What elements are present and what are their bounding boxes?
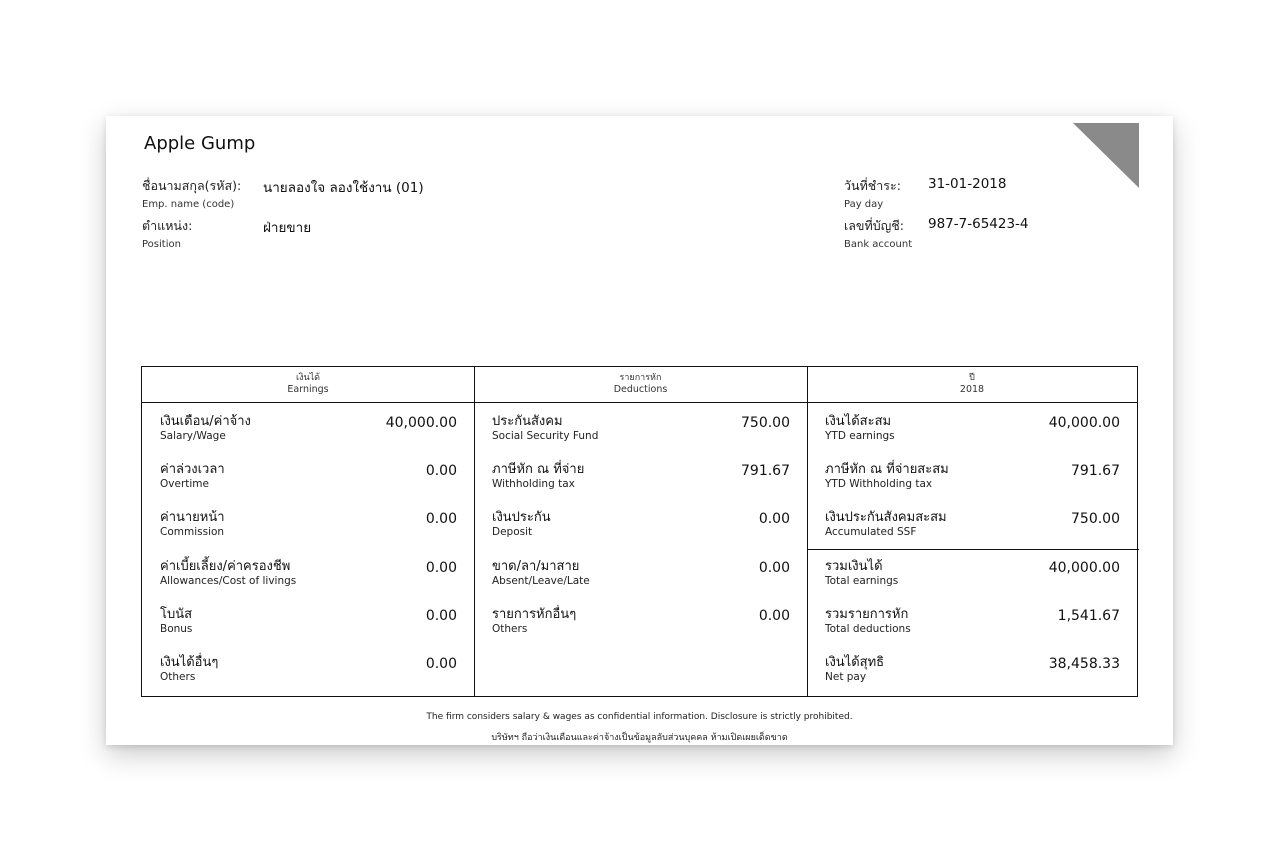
row-amount: 0.00 [425,656,457,672]
bank-account-sublabel: Bank account [844,239,913,250]
earnings-row [142,548,474,596]
row-label-th: เงินประกันสังคมสะสม [825,510,947,525]
row-amount: 0.00 [425,511,457,527]
row-label-th: ภาษีหัก ณ ที่จ่าย [492,462,585,477]
payday-label: วันที่ชำระ: [844,178,901,193]
row-amount: 750.00 [1071,511,1120,527]
deductions-row [474,596,807,644]
year-header-en: 2018 [959,384,985,395]
row-label-th: ประกันสังคม [492,414,563,429]
row-label-en: Accumulated SSF [825,526,917,538]
row-label-en: Others [160,671,196,683]
position-label: ตำแหน่ง: [142,218,193,233]
row-amount: 0.00 [425,463,457,479]
employee-name-label: ชื่อนามสกุล(รหัส): [142,178,242,193]
row-label-en: Allowances/Cost of livings [160,575,297,587]
row-amount: 0.00 [425,560,457,576]
row-label-en: YTD earnings [825,430,895,442]
row-label-th: รายการหักอื่นๆ [492,607,577,622]
row-label-en: Social Security Fund [492,430,599,442]
row-label-en: Withholding tax [492,478,575,490]
row-label-en: Salary/Wage [160,430,226,442]
row-amount: 38,458.33 [1048,656,1120,672]
row-label-th: เงินได้สะสม [825,414,892,429]
deductions-column [474,367,808,696]
company-name: Apple Gump [144,133,256,154]
bank-account-field [844,216,1029,250]
position-sublabel: Position [142,239,181,250]
earnings-row [142,644,474,692]
corner-fold-mark [1073,123,1139,188]
row-amount: 791.67 [1071,463,1120,479]
row-label-th: ภาษีหัก ณ ที่จ่ายสะสม [825,462,949,477]
row-label-en: Commission [160,526,225,538]
earnings-row [142,596,474,644]
row-amount: 0.00 [425,608,457,624]
employee-name-value: นายลองใจ ลองใช้งาน (01) [263,180,424,196]
summary-row [807,451,1137,499]
row-label-en: Others [492,623,528,635]
payslip-table [141,366,1138,697]
payday-sublabel: Pay day [844,199,884,210]
earnings-column [142,367,475,696]
confidential-notice-en: The firm considers salary & wages as confidential information. Disclosure is strictly prohibited. [426,712,853,722]
row-amount: 750.00 [741,415,790,431]
year-header-th: ปี [969,373,975,383]
earnings-row [142,403,474,451]
row-label-th: ค่าล่วงเวลา [160,462,225,477]
row-amount: 0.00 [758,608,790,624]
employee-name-field [142,176,424,210]
row-label-en: Total earnings [825,575,899,587]
earnings-header-en: Earnings [287,384,329,395]
position-value: ฝ่ายขาย [263,220,312,236]
row-amount: 0.00 [758,560,790,576]
row-label-th: เงินได้สุทธิ [825,655,885,670]
position-field [142,216,312,250]
summary-row [807,403,1137,451]
deductions-header [474,367,807,403]
row-label-en: Net pay [825,671,867,683]
bank-account-value: 987-7-65423-4 [928,216,1029,232]
earnings-header [142,367,474,403]
employee-name-sublabel: Emp. name (code) [142,199,235,210]
earnings-row [142,499,474,547]
year-summary-column [807,367,1137,696]
deductions-row [474,499,807,547]
summary-row [807,644,1137,692]
earnings-row [142,451,474,499]
earnings-header-th: เงินได้ [296,373,320,383]
deductions-row [474,451,807,499]
deductions-header-th: รายการหัก [619,373,662,383]
summary-row [807,596,1137,644]
summary-row [807,499,1137,547]
row-amount: 791.67 [741,463,790,479]
row-label-th: เงินประกัน [492,510,551,525]
row-label-en: Deposit [492,526,533,538]
row-label-en: Total deductions [825,623,911,635]
bank-account-label: เลขที่บัญชี: [844,218,904,233]
row-label-th: โบนัส [160,607,193,622]
payslip-sheet [106,116,1173,745]
confidential-notice-th: บริษัทฯ ถือว่าเงินเดือนและค่าจ้างเป็นข้อมูลลับส่วนบุคคล ห้ามเปิดเผยเด็ดขาด [491,733,788,743]
row-label-th: ค่านายหน้า [160,510,225,525]
row-label-th: เงินเดือน/ค่าจ้าง [160,414,251,429]
payday-field [844,176,1007,210]
row-label-th: รวมรายการหัก [825,607,909,622]
deductions-row [474,548,807,596]
row-amount: 0.00 [758,511,790,527]
row-amount: 40,000.00 [1048,560,1120,576]
row-label-th: เงินได้อื่นๆ [160,655,219,670]
deductions-row [474,403,807,451]
row-label-en: Overtime [160,478,209,490]
row-label-th: รวมเงินได้ [825,559,883,574]
row-label-en: YTD Withholding tax [825,478,933,490]
row-amount: 40,000.00 [1048,415,1120,431]
payday-value: 31-01-2018 [928,176,1007,192]
summary-row [807,548,1137,596]
row-label-en: Absent/Leave/Late [492,575,590,587]
row-amount: 40,000.00 [385,415,457,431]
row-label-en: Bonus [160,623,193,635]
year-header [807,367,1137,403]
row-amount: 1,541.67 [1057,608,1120,624]
row-label-th: ค่าเบี้ยเลี้ยง/ค่าครองชีพ [160,559,291,574]
deductions-header-en: Deductions [613,384,668,395]
row-label-th: ขาด/ลา/มาสาย [492,559,580,574]
